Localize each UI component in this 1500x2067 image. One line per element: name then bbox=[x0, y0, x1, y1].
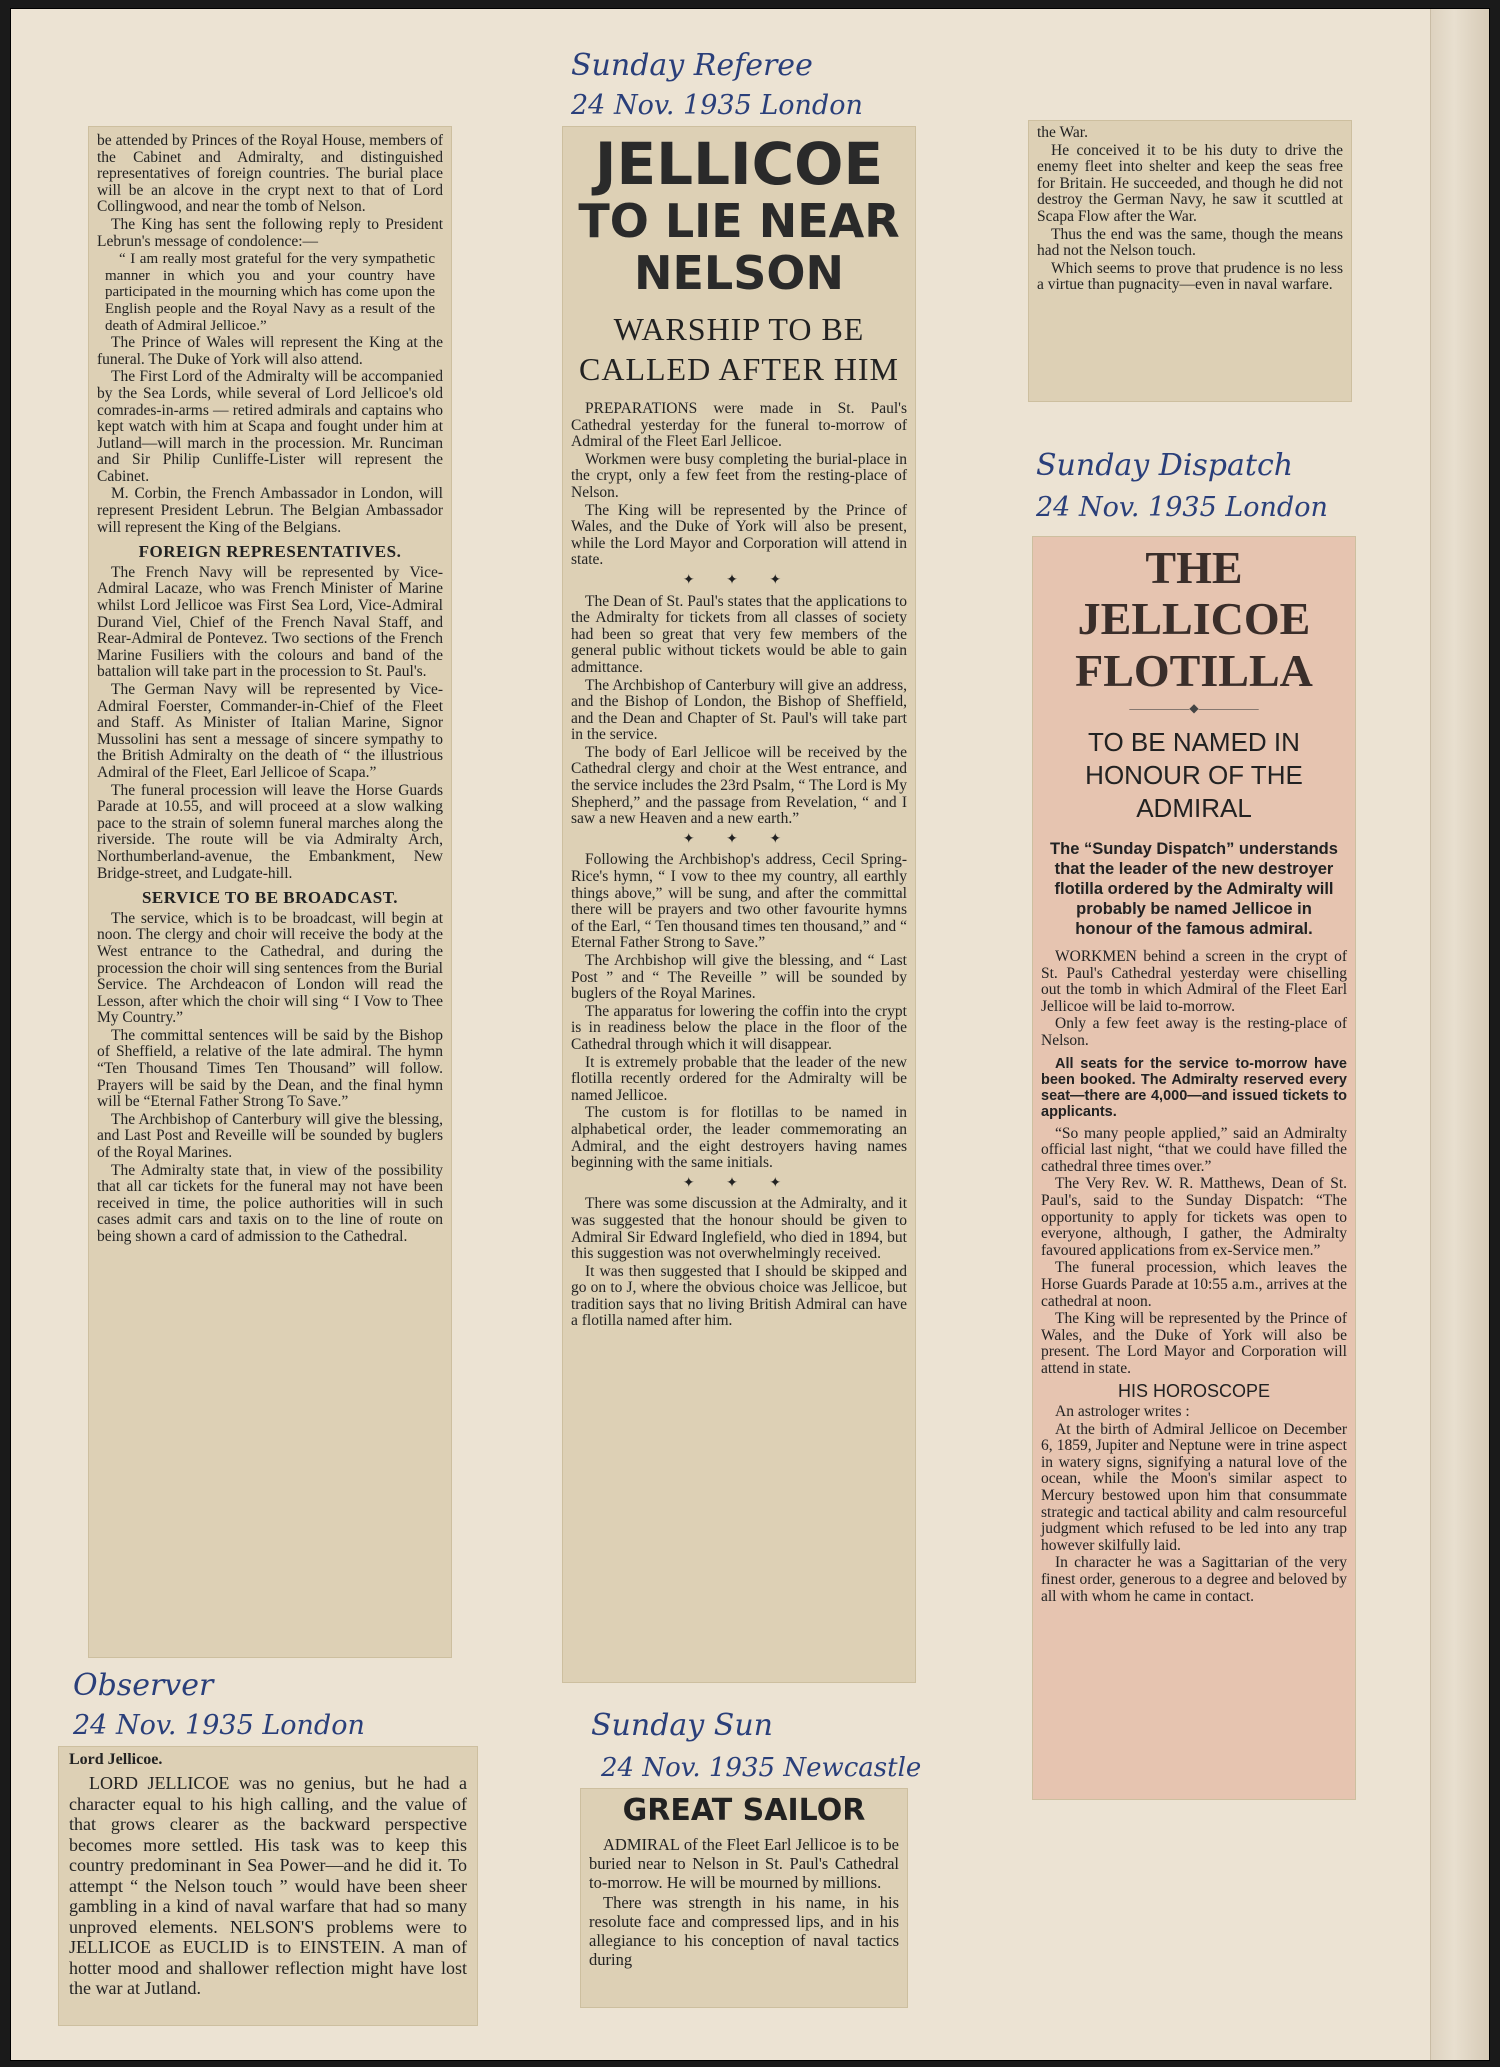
sun-text bbox=[589, 1835, 899, 1969]
paragraph: The committal sentences will be said by the Bishop of Sheffield, a relative of the late admiral. The hymn “Ten Thousand Times Ten Thousand” will follow. Prayers will be said by the Dean, and the final hymn will be “Eternal Father Strong To Save.” bbox=[97, 1026, 443, 1111]
observer-clipping bbox=[59, 1747, 477, 2025]
divider: ✦ ✦ ✦ bbox=[682, 1175, 796, 1191]
paragraph: Thus the end was the same, though the means had not the Nelson touch. bbox=[1037, 225, 1343, 260]
dispatch-clipping bbox=[1033, 537, 1355, 1799]
left-clipping-text bbox=[97, 133, 443, 1246]
paragraph: The funeral procession will leave the Horse Guards Parade at 10.55, and will proceed at a slow walking pace to the strain of solemn funeral marches along the riverside. The route will be via Admiralty Arch, Northumberland-avenue, the Embankment, New Bridge-street, and Ludgate-hill. bbox=[97, 781, 443, 882]
handwritten-date-referee: 24 Nov. 1935 London bbox=[571, 90, 863, 121]
paragraph: The Very Rev. W. R. Matthews, Dean of St. Paul's, said to the Sunday Dispatch: “The opportunity to apply for tickets was open to everyone, although, I gather, the Admiralty favoured applications from ex-Service men.” bbox=[1041, 1175, 1347, 1259]
paragraph: WORKMEN behind a screen in the crypt of St. Paul's Cathedral yesterday were chiselling out the tomb in which Admiral of the Fleet Earl Jellicoe will be laid to-morrow. bbox=[1041, 948, 1347, 1015]
subheadline: TO BE NAMED IN HONOUR OF THE ADMIRAL bbox=[1085, 727, 1303, 823]
handwritten-source-observer: Observer bbox=[73, 1668, 214, 1703]
paragraph: He conceived it to be his duty to drive the enemy fleet into shelter and keep the seas free for Britain. He succeeded, and though he did not destroy the German Navy, he saw it scuttled at Scapa Flow after the War. bbox=[1037, 141, 1343, 225]
dispatch-text bbox=[1041, 949, 1347, 1605]
top-right-clipping bbox=[1029, 121, 1351, 401]
headline: TO LIE NEAR bbox=[578, 194, 900, 248]
left-clipping bbox=[89, 127, 451, 1657]
paragraph: The Archbishop will give the blessing, and “ Last Post ” and “ The Reveille ” will be sounded by buglers of the Royal Marines. bbox=[571, 952, 907, 1003]
paragraph: It was then suggested that I should be skipped and go on to J, where the obvious choice was Jellicoe, but tradition says that no living British Admiral can have a flotilla named after him. bbox=[571, 1262, 907, 1330]
bold-note: All seats for the service to-morrow have been booked. The Admiralty reserved every seat—there are 4,000—and issued tickets to applicants. bbox=[1041, 1055, 1347, 1120]
handwritten-date-observer: 24 Nov. 1935 London bbox=[73, 1710, 365, 1741]
subheadline: WARSHIP TO BE CALLED AFTER HIM bbox=[579, 311, 899, 387]
paragraph: The First Lord of the Admiralty will be accompanied by the Sea Lords, while several of Lord Jellicoe's old comrades-in-arms — retired admirals and captains who kept watch with him at Scapa and fought under him at Jutland—will march in the procession. Mr. Runciman and Sir Philip Cunliffe-Lister will represent the Cabinet. bbox=[97, 368, 443, 485]
paragraph: The Archbishop of Canterbury will give the blessing, and Last Post and Reveille will be sounded by buglers of the Royal Marines. bbox=[97, 1110, 443, 1162]
paragraph: Which seems to prove that prudence is no less a virtue than pugnacity—even in naval warfare. bbox=[1037, 259, 1343, 294]
scrapbook-page bbox=[10, 8, 1490, 2061]
paragraph: Only a few feet away is the resting-place of Nelson. bbox=[1041, 1015, 1347, 1049]
handwritten-source-sun: Sunday Sun bbox=[591, 1708, 773, 1743]
paragraph: In character he was a Sagittarian of the very finest order, generous to a degree and beloved by all with whom he came in contact. bbox=[1041, 1554, 1347, 1605]
paragraph: be attended by Princes of the Royal House, members of the Cabinet and Admiralty, and distinguished representatives of foreign countries. The burial place will be an alcove in the crypt next to that of Lord Collingwood, and near the tomb of Nelson. bbox=[97, 132, 443, 216]
headline: JELLICOE bbox=[1077, 593, 1311, 644]
handwritten-source-dispatch: Sunday Dispatch bbox=[1036, 448, 1294, 483]
paragraph: The King will be represented by the Prince of Wales, and the Duke of York will also be present. The Lord Mayor and Corporation will attend in state. bbox=[1041, 1310, 1347, 1377]
paragraph: The French Navy will be represented by Vice-Admiral Lacaze, who was French Minister of Marine whilst Lord Jellicoe was First Sea Lord, Vice-Admiral Durand Viel, Chief of the French Naval Staff, and Rear-Admiral de Pontevez. Two sections of the French Marine Fusiliers with the colours and band of the battalion will take part in the procession to St. Paul's. bbox=[97, 563, 443, 681]
handwritten-source-referee: Sunday Referee bbox=[571, 48, 813, 83]
clipping-title: Lord Jellicoe. bbox=[69, 1751, 163, 1768]
paragraph: The apparatus for lowering the coffin into the crypt is in readiness below the place in the floor of the Cathedral through which it will disappear. bbox=[571, 1002, 907, 1053]
paragraph: The Dean of St. Paul's states that the applications to the Admiralty for tickets from all classes of society had been so great that very few members of the general public without tickets would be able to gain admittance. bbox=[571, 592, 907, 676]
paragraph: The funeral procession, which leaves the Horse Guards Parade at 10:55 a.m., arrives at the cathedral at noon. bbox=[1041, 1259, 1347, 1310]
handwritten-date-dispatch: 24 Nov. 1935 London bbox=[1036, 492, 1328, 523]
handwritten-date-sun: 24 Nov. 1935 Newcastle bbox=[601, 1753, 922, 1783]
divider: ✦ ✦ ✦ bbox=[682, 572, 796, 588]
top-right-text bbox=[1037, 125, 1343, 294]
observer-text: LORD JELLICOE was no genius, but he had a character equal to his high calling, and the value of that grows clearer as the backward perspective becomes more settled. His task was to keep this country predominant in Sea Power—and he did it. To attempt “ the Nelson touch ” would have been sheer gambling in a kind of naval warfare that had so many unproved elements. NELSON'S problems were to JELLICOE as EUCLID is to EINSTEIN. A man of hotter mood and shallower reflection might have lost the war at Jutland. bbox=[69, 1773, 467, 1998]
paragraph: At the birth of Admiral Jellicoe on December 6, 1859, Jupiter and Neptune were in trine aspect in watery signs, signifying a natural love of the ocean, while the Moon's similar aspect to Mercury bestowed upon him that consummate strategic and tactical ability and calm resourceful judgment which refused to be led into any trap however skilfully laid. bbox=[1041, 1420, 1347, 1554]
referee-text bbox=[571, 401, 907, 1330]
divider: ✦ ✦ ✦ bbox=[682, 831, 796, 847]
paragraph: the War. bbox=[1037, 124, 1088, 141]
paragraph: The service, which is to be broadcast, will begin at noon. The clergy and choir will receive the body at the West entrance to the Cathedral, and during the procession the choir will sing sentences from the Burial Service. The Archdeacon of London will read the Lesson, after which the choir will sing “ I Vow to Thee My Country.” bbox=[97, 909, 443, 1027]
paragraph: There was strength in his name, in his resolute face and compressed lips, and in his allegiance to his conception of naval tactics during bbox=[589, 1893, 899, 1969]
paragraph: Workmen were busy completing the burial-place in the crypt, only a few feet from the resting-place of Nelson. bbox=[571, 450, 907, 501]
headline: THE bbox=[1145, 542, 1243, 593]
paragraph: Following the Archbishop's address, Cecil Spring-Rice's hymn, “ I vow to thee my country, all earthly things above,” will be sung, and after the committal there will be prayers and two other favourite hymns of the Earl, “ Ten thousand times ten thousand,” and “ Eternal Father Strong to Save.” bbox=[571, 851, 907, 952]
section-heading: HIS HOROSCOPE bbox=[1117, 1381, 1271, 1402]
headline: GREAT SAILOR bbox=[622, 1793, 866, 1828]
referee-clipping bbox=[563, 127, 915, 1682]
lead-paragraph: The “Sunday Dispatch” understands that the leader of the new destroyer flotilla ordered by the Admiralty will probably be named Jellicoe in honour of the famous admiral. bbox=[1050, 840, 1338, 938]
paragraph: The King will be represented by the Prince of Wales, and the Duke of York will also be present, while the Lord Mayor and Corporation will attend in state. bbox=[571, 501, 907, 569]
paragraph: It is extremely probable that the leader of the new flotilla recently ordered for the Admiralty will be named Jellicoe. bbox=[571, 1053, 907, 1104]
headline: FLOTILLA bbox=[1075, 645, 1313, 696]
headline: NELSON bbox=[634, 246, 844, 300]
paragraph: “So many people applied,” said an Admiralty official last night, “that we could have filled the cathedral three times over.” bbox=[1041, 1124, 1347, 1175]
paragraph: The German Navy will be represented by Vice-Admiral Foerster, Commander-in-Chief of the Fleet and Staff. As Minister of Italian Marine, Signor Mussolini has sent a message of sincere sympathy to the British Admiralty on the death of “ the illustrious Admiral of the Fleet, Earl Jellicoe of Scapa.” bbox=[97, 681, 443, 781]
paragraph: M. Corbin, the French Ambassador in London, will represent President Lebrun. The Belgian Ambassador will represent the King of the Belgians. bbox=[97, 485, 443, 536]
section-heading: SERVICE TO BE BROADCAST. bbox=[141, 888, 399, 908]
paragraph: An astrologer writes : bbox=[1055, 1403, 1190, 1421]
paragraph: The Archbishop of Canterbury will give an address, and the Bishop of London, the Bishop of Sheffield, and the Dean and Chapter of St. Paul's will take part in the service. bbox=[571, 676, 907, 744]
paragraph: The custom is for flotillas to be named in alphabetical order, the leader commemorating an Admiral, and the eight destroyers having names beginning with the same initials. bbox=[571, 1104, 907, 1172]
paragraph: The King has sent the following reply to President Lebrun's message of condolence:— bbox=[97, 215, 443, 250]
paragraph: The Prince of Wales will represent the King at the funeral. The Duke of York will also attend. bbox=[97, 334, 443, 368]
headline: JELLICOE bbox=[594, 130, 884, 198]
paragraph: PREPARATIONS were made in St. Paul's Cathedral yesterday for the funeral to-morrow of Admiral of the Fleet Earl Jellicoe. bbox=[571, 400, 907, 451]
ornament: —————◆————— bbox=[1129, 701, 1259, 715]
section-heading: FOREIGN REPRESENTATIVES. bbox=[138, 542, 402, 562]
paragraph: The body of Earl Jellicoe will be received by the Cathedral clergy and choir at the West entrance, and the service includes the 23rd Psalm, “ The Lord is My Shepherd,” and the passage from Revelation, “ and I saw a new Heaven and a new earth.” bbox=[571, 743, 907, 828]
quotation: “ I am really most grateful for the very sympathetic manner in which you and your country have participated in the mourning which has come upon the English people and the Royal Navy as a result of the death of Admiral Jellicoe.” bbox=[105, 251, 435, 334]
paragraph: The Admiralty state that, in view of the possibility that all car tickets for the funeral may not have been received in time, the police authorities will in such cases admit cars and taxis on to the line of route on being shown a card of admission to the Cathedral. bbox=[97, 1161, 443, 1245]
sun-clipping bbox=[581, 1789, 907, 2007]
paragraph: There was some discussion at the Admiralty, and it was suggested that the honour should be given to Admiral Sir Edward Inglefield, who died in 1894, but this suggestion was not overwhelmingly received. bbox=[571, 1195, 907, 1263]
paragraph: ADMIRAL of the Fleet Earl Jellicoe is to be buried near to Nelson in St. Paul's Cathedral to-morrow. He will be mourned by millions. bbox=[589, 1835, 899, 1892]
album-spine bbox=[1430, 9, 1489, 2060]
